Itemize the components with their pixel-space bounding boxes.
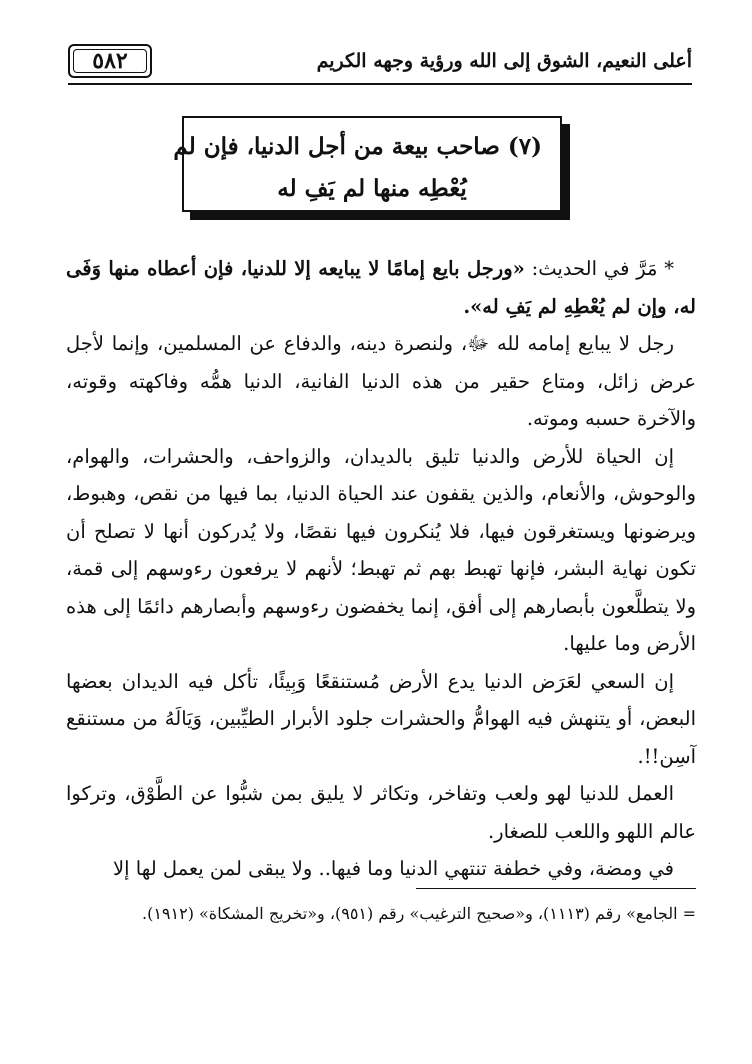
footnote: = الجامع» رقم (١١١٣)، و«صحيح الترغيب» رقم (٩٥١)، و«تخريج المشكاة» (١٩١٢). xyxy=(141,904,696,923)
running-title: أعلى النعيم، الشوق إلى الله ورؤية وجهه الكريم xyxy=(316,50,692,72)
paragraph-5: في ومضة، وفي خطفة تنتهي الدنيا وما فيها.. ولا يبقى لمن يعمل لها إلا xyxy=(113,857,674,880)
hadith-quote: «ورجل بايع إمامًا لا يبايعه إلا للدنيا، فإن أعطاه منها وَفَى له، وإن لم يُعْطِهِ لم يَفِ له». xyxy=(66,257,696,318)
page-header xyxy=(68,34,692,84)
footnote-divider xyxy=(416,888,696,889)
intro-paragraph xyxy=(66,250,696,325)
page-number-frame xyxy=(68,44,152,78)
paragraph-2: إن الحياة للأرض والدنيا تليق بالديدان، والزواحف، والحشرات، والهوام، والوحوش، والأنعام، والذين يقفون عند الحياة الدنيا، بما فيها من نقص، وهبوط، ويرضونها ويستغرقون فيها، فلا يُنكرون فيها نقصًا، ولا يُدركون أنها لا تصلح أن تكون نهاية البشر، فإنها تهبط بهم ثم تهبط؛ لأنهم لا يرفعون رءوسهم إلى قمة، ولا يتطلَّعون بأبصارهم إلى أفق، إنما يخفضون رءوسهم وأبصارهم دائمًا إلى هذه الأرض وما عليها. xyxy=(66,444,696,655)
section-title-box xyxy=(173,116,562,212)
paragraph-4: العمل للدنيا لهو ولعب وتفاخر، وتكاثر لا يليق بمن شبُّوا عن الطَّوْق، وتركوا عالم اللهو واللعب للصغار. xyxy=(66,782,696,843)
section-title-line-1: (٧) صاحب بيعة من أجل الدنيا، فإن لم xyxy=(173,133,542,160)
paragraph-1: رجل لا يبايع إمامه لله ﷻ، ولنصرة دينه، والدفاع عن المسلمين، وإنما لأجل عرض زائل، ومتاع حقير من هذه الدنيا الفانية، الدنيا همُّه وفاكهته وقوته، والآخرة حسبه وموته. xyxy=(66,332,696,430)
page-number: ٥٨٢ xyxy=(92,48,128,74)
intro-prefix: * مَرَّ في الحديث: xyxy=(524,257,674,280)
section-title-line-2: يُعْطِه منها لم يَفِ له xyxy=(277,175,467,202)
paragraph-3: إن السعي لعَرَض الدنيا يدع الأرض مُستنقعًا وَبِيئًا، تأكل فيه الديدان بعضها البعض، أو يتنهش فيه الهوامُّ والحشرات جلود الأبرار الطيِّبين، وَيَالَهُ من مستنقع آسِن!!. xyxy=(66,669,696,768)
body-text xyxy=(66,250,696,888)
header-divider xyxy=(68,83,692,85)
